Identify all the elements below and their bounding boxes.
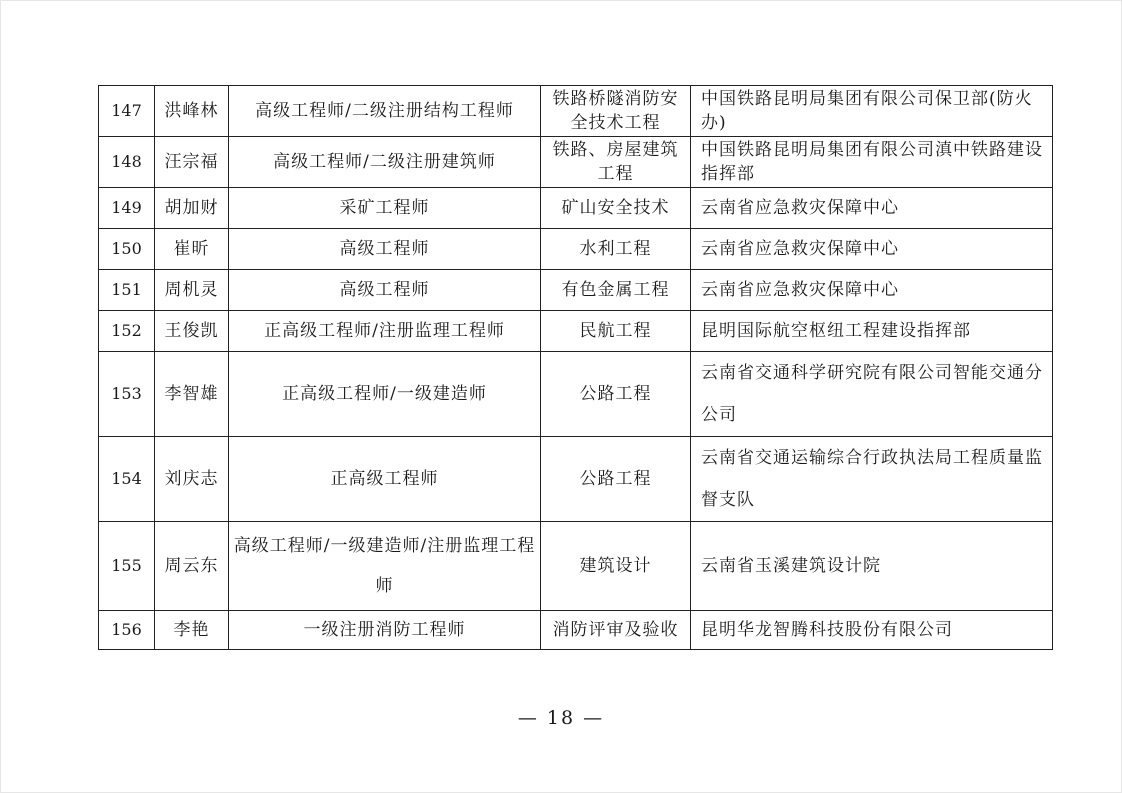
specialty-field: 水利工程 — [541, 229, 691, 270]
work-unit: 云南省交通科学研究院有限公司智能交通分公司 — [691, 352, 1053, 437]
row-number: 154 — [99, 437, 155, 522]
table-row — [99, 229, 1053, 270]
person-name: 周云东 — [155, 522, 229, 611]
professional-title: 正高级工程师 — [229, 437, 541, 522]
professional-title: 正高级工程师/一级建造师 — [229, 352, 541, 437]
professional-title: 一级注册消防工程师 — [229, 611, 541, 650]
row-number: 148 — [99, 137, 155, 188]
specialty-field: 消防评审及验收 — [541, 611, 691, 650]
person-name: 崔昕 — [155, 229, 229, 270]
person-name: 洪峰林 — [155, 86, 229, 137]
table-row — [99, 86, 1053, 137]
specialty-field: 民航工程 — [541, 311, 691, 352]
work-unit: 云南省应急救灾保障中心 — [691, 229, 1053, 270]
table-row — [99, 611, 1053, 650]
professional-title: 高级工程师 — [229, 270, 541, 311]
table-row — [99, 311, 1053, 352]
row-number: 151 — [99, 270, 155, 311]
work-unit: 云南省应急救灾保障中心 — [691, 270, 1053, 311]
row-number: 149 — [99, 188, 155, 229]
professional-title: 正高级工程师/注册监理工程师 — [229, 311, 541, 352]
person-name: 李艳 — [155, 611, 229, 650]
specialty-field: 矿山安全技术 — [541, 188, 691, 229]
row-number: 147 — [99, 86, 155, 137]
specialty-field: 有色金属工程 — [541, 270, 691, 311]
professional-title: 高级工程师/一级建造师/注册监理工程师 — [229, 522, 541, 611]
specialty-field: 铁路、房屋建筑工程 — [541, 137, 691, 188]
table-row — [99, 188, 1053, 229]
table-row — [99, 522, 1053, 611]
table-row — [99, 352, 1053, 437]
row-number: 152 — [99, 311, 155, 352]
person-name: 刘庆志 — [155, 437, 229, 522]
work-unit: 云南省应急救灾保障中心 — [691, 188, 1053, 229]
table-row — [99, 437, 1053, 522]
work-unit: 昆明国际航空枢纽工程建设指挥部 — [691, 311, 1053, 352]
table-row — [99, 270, 1053, 311]
page-number: — 18 — — [517, 707, 605, 729]
specialty-field: 建筑设计 — [541, 522, 691, 611]
specialty-field: 公路工程 — [541, 437, 691, 522]
professional-title: 高级工程师/二级注册结构工程师 — [229, 86, 541, 137]
work-unit: 中国铁路昆明局集团有限公司保卫部(防火办) — [691, 86, 1053, 137]
person-name: 汪宗福 — [155, 137, 229, 188]
table-row — [99, 137, 1053, 188]
work-unit: 云南省玉溪建筑设计院 — [691, 522, 1053, 611]
specialty-field: 铁路桥隧消防安全技术工程 — [541, 86, 691, 137]
specialty-field: 公路工程 — [541, 352, 691, 437]
work-unit: 中国铁路昆明局集团有限公司滇中铁路建设指挥部 — [691, 137, 1053, 188]
professional-title: 高级工程师/二级注册建筑师 — [229, 137, 541, 188]
expert-table — [98, 85, 1053, 650]
row-number: 156 — [99, 611, 155, 650]
person-name: 周机灵 — [155, 270, 229, 311]
person-name: 胡加财 — [155, 188, 229, 229]
work-unit: 云南省交通运输综合行政执法局工程质量监督支队 — [691, 437, 1053, 522]
work-unit: 昆明华龙智腾科技股份有限公司 — [691, 611, 1053, 650]
person-name: 王俊凯 — [155, 311, 229, 352]
person-name: 李智雄 — [155, 352, 229, 437]
professional-title: 高级工程师 — [229, 229, 541, 270]
row-number: 155 — [99, 522, 155, 611]
professional-title: 采矿工程师 — [229, 188, 541, 229]
row-number: 150 — [99, 229, 155, 270]
row-number: 153 — [99, 352, 155, 437]
